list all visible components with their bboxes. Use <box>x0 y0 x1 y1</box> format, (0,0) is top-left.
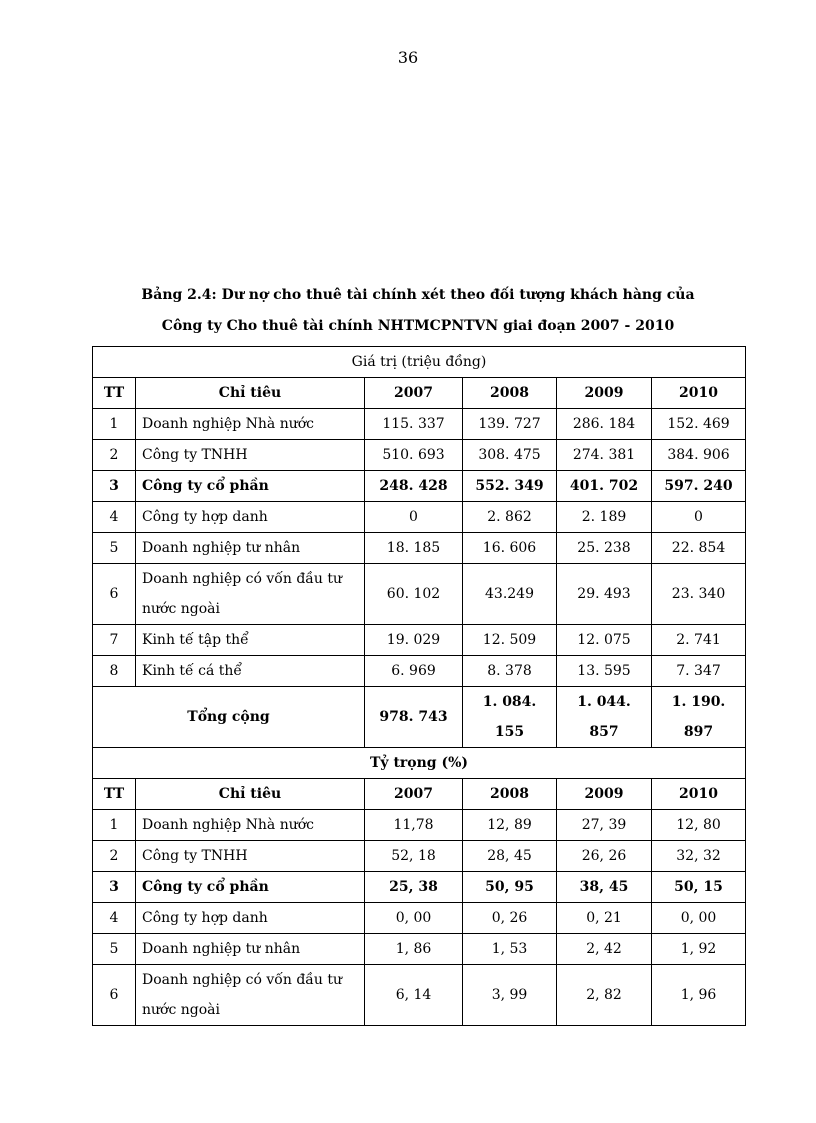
cell-2008: 2. 862 <box>463 502 557 533</box>
cell-2010: 22. 854 <box>652 533 746 564</box>
cell-2010: 152. 469 <box>652 409 746 440</box>
table-row <box>93 841 746 872</box>
cell-2009: 38, 45 <box>557 872 652 903</box>
table-row <box>93 564 746 625</box>
cell-2009: 2, 82 <box>557 965 652 1026</box>
cell-2009: 286. 184 <box>557 409 652 440</box>
header-tt: TT <box>93 378 136 409</box>
row-label: Doanh nghiệp Nhà nước <box>136 810 365 841</box>
cell-2007: 6, 14 <box>365 965 463 1026</box>
cell-2007: 0 <box>365 502 463 533</box>
cell-2007: 510. 693 <box>365 440 463 471</box>
header-2008: 2008 <box>463 378 557 409</box>
row-number: 8 <box>93 656 136 687</box>
row-label: Công ty TNHH <box>136 841 365 872</box>
cell-2007: 60. 102 <box>365 564 463 625</box>
header-2009: 2009 <box>557 779 652 810</box>
table-row <box>93 903 746 934</box>
cell-2010: 0, 00 <box>652 903 746 934</box>
cell-2009: 274. 381 <box>557 440 652 471</box>
cell-2010: 1, 92 <box>652 934 746 965</box>
cell-2009: 26, 26 <box>557 841 652 872</box>
row-label-line2: nước ngoài <box>142 1002 220 1018</box>
header-2007: 2007 <box>365 779 463 810</box>
cell-2008: 28, 45 <box>463 841 557 872</box>
cell-2008: 8. 378 <box>463 656 557 687</box>
cell-2007: 18. 185 <box>365 533 463 564</box>
cell-2007: 0, 00 <box>365 903 463 934</box>
cell-2009: 25. 238 <box>557 533 652 564</box>
total-2010-line2: 897 <box>683 724 714 740</box>
row-number: 4 <box>93 903 136 934</box>
row-label <box>136 965 365 1026</box>
cell-2008: 139. 727 <box>463 409 557 440</box>
table-row <box>93 625 746 656</box>
total-2009-line2: 857 <box>589 724 619 740</box>
header-2009: 2009 <box>557 378 652 409</box>
header-2010: 2010 <box>652 779 746 810</box>
cell-2009: 12. 075 <box>557 625 652 656</box>
total-2008-line1: 1. 084. <box>482 694 537 710</box>
total-2008 <box>463 687 557 748</box>
cell-2009: 2, 42 <box>557 934 652 965</box>
cell-2010: 1, 96 <box>652 965 746 1026</box>
row-label-line1: Doanh nghiệp có vốn đầu tư <box>142 571 342 587</box>
table-row <box>93 471 746 502</box>
row-label: Công ty hợp danh <box>136 903 365 934</box>
row-label-line1: Doanh nghiệp có vốn đầu tư <box>142 972 342 988</box>
table-row <box>93 934 746 965</box>
row-label: Công ty cổ phần <box>136 471 365 502</box>
row-number: 3 <box>93 872 136 903</box>
table-row <box>93 965 746 1026</box>
cell-2008: 3, 99 <box>463 965 557 1026</box>
cell-2007: 52, 18 <box>365 841 463 872</box>
row-number: 2 <box>93 841 136 872</box>
row-label: Doanh nghiệp tư nhân <box>136 934 365 965</box>
row-number: 3 <box>93 471 136 502</box>
cell-2008: 1, 53 <box>463 934 557 965</box>
page-number: 36 <box>397 48 419 67</box>
cell-2007: 6. 969 <box>365 656 463 687</box>
cell-2007: 248. 428 <box>365 471 463 502</box>
row-label-line2: nước ngoài <box>142 601 220 617</box>
cell-2009: 0, 21 <box>557 903 652 934</box>
cell-2010: 7. 347 <box>652 656 746 687</box>
cell-2007: 25, 38 <box>365 872 463 903</box>
row-number: 6 <box>93 564 136 625</box>
total-2010-line1: 1. 190. <box>671 694 726 710</box>
cell-2008: 552. 349 <box>463 471 557 502</box>
row-number: 4 <box>93 502 136 533</box>
row-number: 2 <box>93 440 136 471</box>
table-row <box>93 656 746 687</box>
row-number: 1 <box>93 810 136 841</box>
header-indicator: Chỉ tiêu <box>136 378 365 409</box>
table-row <box>93 533 746 564</box>
total-2010 <box>652 687 746 748</box>
table-row <box>93 872 746 903</box>
header-tt: TT <box>93 779 136 810</box>
cell-2009: 13. 595 <box>557 656 652 687</box>
cell-2010: 32, 32 <box>652 841 746 872</box>
table-row <box>93 502 746 533</box>
loan-balance-table <box>92 346 746 1026</box>
table-caption-line2: Công ty Cho thuê tài chính NHTMCPNTVN giai đoạn 2007 - 2010 <box>161 318 675 334</box>
row-label: Kinh tế cá thể <box>136 656 365 687</box>
cell-2009: 27, 39 <box>557 810 652 841</box>
cell-2008: 50, 95 <box>463 872 557 903</box>
cell-2010: 597. 240 <box>652 471 746 502</box>
cell-2010: 384. 906 <box>652 440 746 471</box>
cell-2008: 43.249 <box>463 564 557 625</box>
total-2009 <box>557 687 652 748</box>
cell-2010: 23. 340 <box>652 564 746 625</box>
row-label: Doanh nghiệp tư nhân <box>136 533 365 564</box>
cell-2007: 19. 029 <box>365 625 463 656</box>
cell-2009: 401. 702 <box>557 471 652 502</box>
cell-2010: 0 <box>652 502 746 533</box>
row-number: 5 <box>93 533 136 564</box>
row-label: Công ty hợp danh <box>136 502 365 533</box>
section-title-value: Giá trị (triệu đồng) <box>93 347 746 378</box>
row-label: Kinh tế tập thể <box>136 625 365 656</box>
header-2008: 2008 <box>463 779 557 810</box>
total-label: Tổng cộng <box>93 687 365 748</box>
table-row <box>93 810 746 841</box>
row-number: 5 <box>93 934 136 965</box>
cell-2007: 115. 337 <box>365 409 463 440</box>
table-row <box>93 409 746 440</box>
row-label <box>136 564 365 625</box>
cell-2008: 12. 509 <box>463 625 557 656</box>
table-row <box>93 440 746 471</box>
cell-2008: 308. 475 <box>463 440 557 471</box>
cell-2010: 12, 80 <box>652 810 746 841</box>
header-2010: 2010 <box>652 378 746 409</box>
cell-2010: 50, 15 <box>652 872 746 903</box>
section-title-share: Tỷ trọng (%) <box>93 748 746 779</box>
total-2007: 978. 743 <box>365 687 463 748</box>
cell-2008: 16. 606 <box>463 533 557 564</box>
cell-2008: 12, 89 <box>463 810 557 841</box>
cell-2009: 29. 493 <box>557 564 652 625</box>
cell-2008: 0, 26 <box>463 903 557 934</box>
row-number: 6 <box>93 965 136 1026</box>
total-2009-line1: 1. 044. <box>577 694 631 710</box>
table-caption-line1: Bảng 2.4: Dư nợ cho thuê tài chính xét theo đối tượng khách hàng của <box>141 287 695 303</box>
cell-2007: 1, 86 <box>365 934 463 965</box>
row-label: Doanh nghiệp Nhà nước <box>136 409 365 440</box>
total-row <box>93 687 746 748</box>
row-label: Công ty TNHH <box>136 440 365 471</box>
row-label: Công ty cổ phần <box>136 872 365 903</box>
cell-2007: 11,78 <box>365 810 463 841</box>
header-indicator: Chỉ tiêu <box>136 779 365 810</box>
cell-2010: 2. 741 <box>652 625 746 656</box>
row-number: 1 <box>93 409 136 440</box>
cell-2009: 2. 189 <box>557 502 652 533</box>
row-number: 7 <box>93 625 136 656</box>
header-2007: 2007 <box>365 378 463 409</box>
total-2008-line2: 155 <box>494 724 525 740</box>
